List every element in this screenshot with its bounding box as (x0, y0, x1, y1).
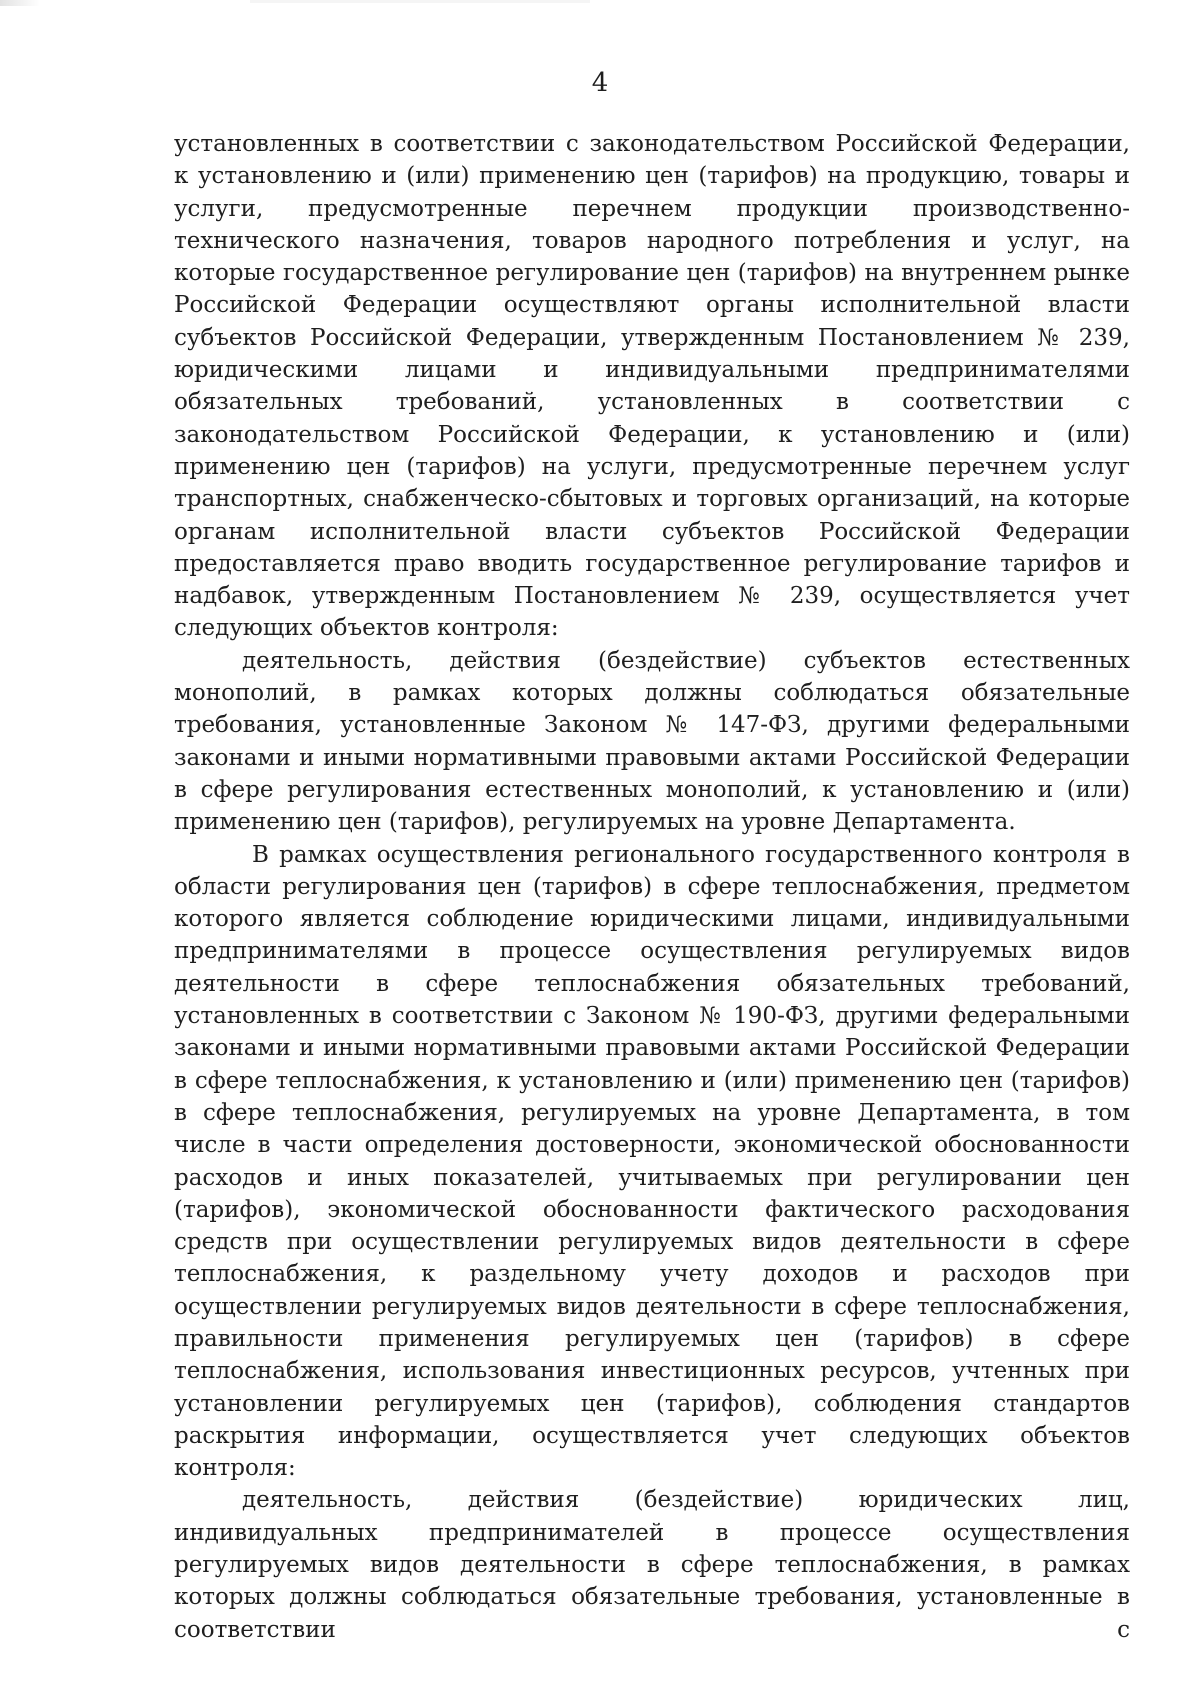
scan-artifact (250, 0, 590, 3)
paragraph-monopolies-object: деятельность, действия (бездействие) субъектов естественных монополий, в рамках которых должны соблюдаться обязательные требования, установленные Законом № 147-ФЗ, другими федеральными законами и иными нормативными правовыми актами Российской Федерации в сфере регулирования естественных монополий, к установлению и (или) применению цен (тарифов), регулируемых на уровне Департамента. (174, 647, 1130, 836)
scan-artifact (0, 0, 40, 6)
paragraph-heat-supply-object: деятельность, действия (бездействие) юридических лиц, индивидуальных предпринимателей в процессе осуществления регулируемых видов деятельности в сфере теплоснабжения, в рамках которых должны соблюдаться обязательные требования, установленные в соответствии с (174, 1487, 1130, 1643)
paragraph-heat-supply-control: В рамках осуществления регионального государственного контроля в области регулирования цен (тарифов) в сфере теплоснабжения, предметом которого является соблюдение юридическими лицами, индивидуальными предпринимателями в процессе осуществления регулируемых видов деятельности в сфере теплоснабжения обязательных требований, установленных в соответствии с Законом № 190-ФЗ, другими федеральными законами и иными нормативными правовыми актами Российской Федерации в сфере теплоснабжения, к установлению и (или) применению цен (тарифов) в сфере теплоснабжения, регулируемых на уровне Департамента, в том числе в части определения достоверности, экономической обоснованности расходов и иных показателей, учитываемых при регулировании цен (тарифов), экономической обоснованности фактического расходования средств при осуществлении регулируемых видов деятельности в сфере теплоснабжения, к раздельному учету доходов и расходов при осуществлении регулируемых видов деятельности в сфере теплоснабжения, правильности применения регулируемых цен (тарифов) в сфере теплоснабжения, использования инвестиционных ресурсов, учтенных при установлении регулируемых цен (тарифов), соблюдения стандартов раскрытия информации, осуществляется учет следующих объектов контроля: (174, 841, 1130, 1482)
document-body (174, 128, 1130, 1646)
page-number: 4 (591, 68, 609, 98)
paragraph-continuation: установленных в соответствии с законодательством Российской Федерации, к установлению и (или) применению цен (тарифов) на продукцию, товары и услуги, предусмотренные перечнем продукции производственно-технического назначения, товаров народного потребления и услуг, на которые государственное регулирование цен (тарифов) на внутреннем рынке Российской Федерации осуществляют органы исполнительной власти субъектов Российской Федерации, утвержденным Постановлением № 239, юридическими лицами и индивидуальными предпринимателями обязательных требований, установленных в соответствии с законодательством Российской Федерации, к установлению и (или) применению цен (тарифов) на услуги, предусмотренные перечнем услуг транспортных, снабженческо-сбытовых и торговых организаций, на которые органам исполнительной власти субъектов Российской Федерации предоставляется право вводить государственное регулирование тарифов и надбавок, утвержденным Постановлением № 239, осуществляется учет следующих объектов контроля: (174, 131, 1130, 642)
